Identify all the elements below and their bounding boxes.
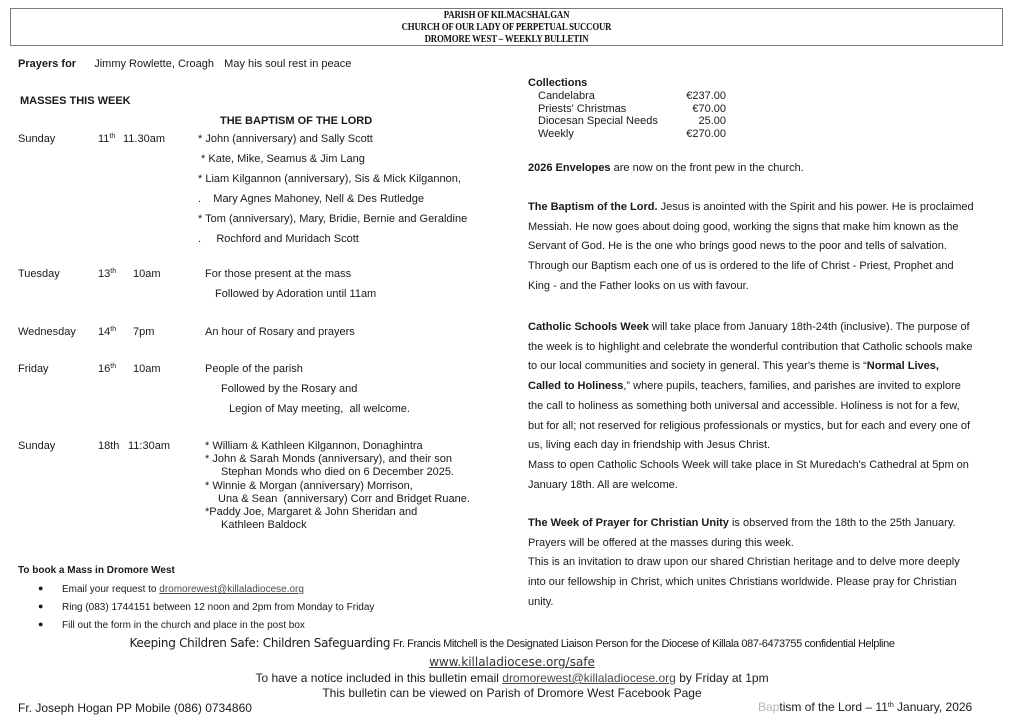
- collection-amount: €270.00: [686, 128, 726, 141]
- unity-line: This is an invitation to draw upon our shared Christian heritage and to delve more deeply: [528, 556, 960, 569]
- schools-line: the week is to highlight and celebrate the wonderful contribution that Catholic schools make: [528, 340, 973, 353]
- collection-amount: 25.00: [698, 115, 726, 128]
- prayers-label: Prayers for: [18, 58, 77, 70]
- bullet-icon: ●: [38, 583, 44, 593]
- booking-item-email: [62, 584, 304, 595]
- mass-date-number: 18th: [98, 440, 120, 452]
- mass-date-number: 13: [98, 268, 111, 280]
- masses-heading: MASSES THIS WEEK: [20, 95, 131, 107]
- collection-row: [538, 115, 726, 128]
- collection-label: Diocesan Special Needs: [538, 115, 658, 128]
- collection-label: Candelabra: [538, 90, 595, 102]
- mass-intention: * Winnie & Morgan (anniversary) Morrison,: [205, 479, 413, 492]
- booking-heading-bold: Mass in Dromore West: [67, 565, 175, 576]
- schools-line: us, living each day in friendship with Jesus Christ.: [528, 439, 771, 452]
- mass-intention: Stephan Monds who died on 6 December 2025.: [221, 466, 454, 479]
- envelopes-bold: 2026 Envelopes: [528, 162, 611, 174]
- mass-time: 11:30am: [128, 440, 170, 452]
- mass-time: 10am: [133, 363, 161, 375]
- envelopes-text: are now on the front pew in the church.: [610, 162, 804, 174]
- safeguarding-text: Fr. Francis Mitchell is the Designated Liaison Person for the Diocese of Killala 087-6473755 confidential Helpline: [390, 638, 895, 650]
- baptism-article-title: The Baptism of the Lord.: [528, 201, 658, 213]
- mass-day: Tuesday: [18, 268, 60, 280]
- mass-intention: Followed by Adoration until 11am: [215, 288, 377, 300]
- schools-week-article: [528, 318, 1013, 495]
- collections-heading: Collections: [528, 77, 588, 89]
- unity-line: is observed from the 18th to the 25th January.: [728, 517, 956, 529]
- safeguarding-title: Keeping Children Safe: Children Safeguarding: [129, 636, 391, 650]
- safe-url-link[interactable]: www.killaladiocese.org/safe: [429, 655, 595, 669]
- mass-intention: * Kate, Mike, Seamus & Jim Lang: [198, 153, 365, 165]
- mass-intention: Followed by the Rosary and: [221, 383, 358, 395]
- mass-intention: Kathleen Baldock: [221, 519, 307, 532]
- mass-time: 7pm: [133, 326, 155, 338]
- mass-intention: People of the parish: [205, 363, 303, 375]
- mass-date: [98, 133, 115, 145]
- unity-line: Prayers will be offered at the masses during this week.: [528, 536, 794, 549]
- safe-url-row: [0, 655, 1024, 669]
- mass-intention: Una & Sean (anniversary) Corr and Bridget Ruane.: [218, 492, 470, 505]
- baptism-line: Jesus is anointed with the Spirit and his power. He is proclaimed: [657, 201, 974, 213]
- booking-email-text: Email your request to: [62, 584, 160, 595]
- bulletin-date-main: tism of the Lord – 11: [779, 700, 888, 714]
- mass-day: Sunday: [18, 440, 56, 452]
- mass-date-number: 14: [98, 326, 111, 338]
- mass-intention: An hour of Rosary and prayers: [205, 326, 355, 338]
- baptism-line: King - and the Father looks on us with favour.: [528, 279, 749, 292]
- bullet-icon: ●: [38, 619, 44, 629]
- schools-line: to our local communities and society in general. This year's theme is “: [528, 360, 867, 373]
- mass-date: [98, 268, 116, 280]
- bulletin-date: [758, 700, 972, 714]
- mass-date: [98, 440, 119, 452]
- unity-week-title: The Week of Prayer for Christian Unity: [528, 517, 729, 529]
- booking-heading: [18, 565, 175, 576]
- schools-week-title: Catholic Schools Week: [528, 321, 649, 333]
- mass-intention: * John (anniversary) and Sally Scott: [198, 133, 373, 145]
- collection-amount: €237.00: [686, 90, 726, 102]
- booking-heading-prefix: To book a: [18, 565, 68, 576]
- bulletin-date-sup: th: [887, 702, 894, 709]
- mass-date-number: 16: [98, 363, 111, 375]
- unity-line: into our fellowship in Christ, which unites Christians worldwide. Please pray for Christian: [528, 576, 957, 589]
- collection-label: Weekly: [538, 128, 574, 141]
- baptism-line: Servant of God. He is the one who brings good news to the poor and tells of salvation.: [528, 240, 947, 253]
- prayers-for: [18, 58, 351, 70]
- mass-intention: For those present at the mass: [205, 268, 352, 280]
- prayers-text: May his soul rest in peace: [224, 58, 352, 70]
- mass-date-number: 11: [98, 133, 110, 145]
- mass-time: 11.30am: [123, 133, 165, 145]
- mass-intention: . Mary Agnes Mahoney, Nell & Des Rutledge: [198, 193, 425, 205]
- bulletin-title: DROMORE WEST – WEEKLY BULLETIN: [424, 34, 589, 45]
- facebook-notice: This bulletin can be viewed on Parish of Dromore West Facebook Page: [322, 686, 702, 700]
- mass-time: 10am: [133, 268, 161, 280]
- safeguarding-notice: [0, 636, 1024, 650]
- notice-pre: To have a notice included in this bulletin email: [255, 671, 503, 685]
- collection-amount: €70.00: [692, 102, 726, 115]
- mass-date-suffix: th: [110, 268, 117, 275]
- booking-email-link[interactable]: dromorewest@killaladiocese.org: [159, 584, 304, 595]
- mass-date-suffix: th: [110, 326, 117, 333]
- schools-line: but for all; not reserved for religious professionals or mystics, but for each and every one of: [528, 419, 971, 432]
- notice-email-link[interactable]: dromorewest@killaladiocese.org: [502, 671, 676, 685]
- bulletin-header: [10, 8, 1003, 46]
- booking-item-phone: Ring (083) 1744151 between 12 noon and 2pm from Monday to Friday: [62, 602, 375, 613]
- schools-line: January 18th. All are welcome.: [528, 478, 678, 491]
- mass-date-suffix: th: [110, 363, 117, 370]
- baptism-line: Messiah. He now goes about doing good, working the signs that make him known as the: [528, 220, 959, 233]
- bulletin-date-end: January, 2026: [893, 700, 973, 714]
- mass-intention: * Tom (anniversary), Mary, Bridie, Bernie and Geraldine: [198, 213, 468, 225]
- collection-label: Priests' Christmas: [538, 102, 627, 115]
- schools-line: Mass to open Catholic Schools Week will take place in St Muredach's Cathedral at 5pm on: [528, 458, 969, 471]
- collection-row: [538, 102, 726, 116]
- schools-line: the call to holiness as something both universal and accessible. Holiness is not for a few,: [528, 399, 960, 412]
- mass-date: [98, 363, 116, 375]
- booking-item-form: Fill out the form in the church and place in the post box: [62, 620, 305, 631]
- schools-theme-part1: Normal Lives,: [866, 360, 939, 373]
- notice-row: [0, 671, 1024, 685]
- mass-intention: * Liam Kilgannon (anniversary), Sis & Mick Kilgannon,: [198, 173, 461, 185]
- schools-line: ,” where pupils, teachers, families, and parishes are invited to explore: [623, 380, 961, 393]
- schools-theme-part2: Called to Holiness: [528, 380, 624, 393]
- unity-line: unity.: [528, 595, 554, 608]
- mass-intention: * William & Kathleen Kilgannon, Donaghintra: [205, 440, 423, 452]
- baptism-line: Through our Baptism each one of us is ordered to the life of Christ - Priest, Prophet and: [528, 260, 954, 273]
- baptism-article: [528, 198, 1013, 297]
- priest-contact: Fr. Joseph Hogan PP Mobile (086) 0734860: [18, 701, 252, 715]
- mass-day: Sunday: [18, 133, 56, 145]
- collection-row: [538, 128, 726, 141]
- feast-title: THE BAPTISM OF THE LORD: [220, 115, 373, 127]
- envelopes-notice: [528, 162, 804, 174]
- mass-intention: *Paddy Joe, Margaret & John Sheridan and: [205, 506, 418, 518]
- mass-day: Friday: [18, 363, 49, 375]
- bullet-icon: ●: [38, 601, 44, 611]
- prayers-name: Jimmy Rowlette, Croagh: [94, 58, 215, 70]
- mass-intention: . Rochford and Muridach Scott: [198, 233, 359, 245]
- notice-post: by Friday at 1pm: [675, 671, 769, 685]
- collection-row: [538, 90, 726, 103]
- schools-line: will take place from January 18th-24th (inclusive). The purpose of: [648, 321, 970, 333]
- unity-week-article: [528, 514, 1013, 613]
- mass-date: [98, 326, 116, 338]
- parish-name: PARISH OF KILMACSHALGAN: [443, 10, 570, 21]
- mass-intention: Legion of May meeting, all welcome.: [229, 403, 410, 415]
- bulletin-date-faded: Bap: [758, 700, 780, 714]
- mass-date-suffix: th: [109, 133, 116, 140]
- mass-day: Wednesday: [18, 326, 76, 338]
- mass-intention: * John & Sarah Monds (anniversary), and their son: [205, 453, 453, 466]
- church-name: CHURCH OF OUR LADY OF PERPETUAL SUCCOUR: [401, 22, 612, 33]
